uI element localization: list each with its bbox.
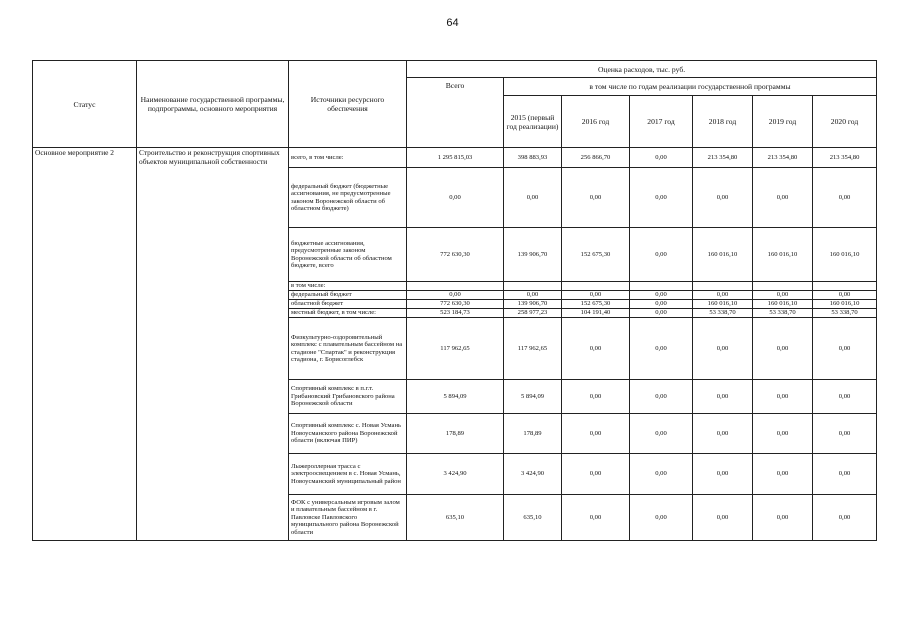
source-cell: бюджетные ассигнования, предусмотренные законом Воронежской области об областном бюджете, всего (289, 228, 407, 282)
value-cell (504, 282, 562, 291)
page-number: 64 (446, 17, 459, 29)
value-cell: 772 630,30 (407, 300, 504, 309)
value-cell: 0,00 (407, 168, 504, 228)
value-cell: 53 338,70 (753, 309, 813, 318)
value-cell: 0,00 (504, 291, 562, 300)
value-cell: 398 883,93 (504, 148, 562, 168)
value-cell: 152 675,30 (562, 228, 630, 282)
source-cell: ФОК с универсальным игровым залом и плавательным бассейном в г. Павловске Павловского муниципального района Воронежской области (289, 495, 407, 541)
header-year-2016: 2016 год (562, 96, 630, 148)
value-cell: 0,00 (562, 380, 630, 414)
source-cell: Физкультурно-оздоровительный комплекс с плавательным бассейном на стадионе "Спартак" и реконструкция стадиона, г. Борисоглебск (289, 318, 407, 380)
value-cell: 53 338,70 (693, 309, 753, 318)
value-cell: 139 906,70 (504, 228, 562, 282)
value-cell: 0,00 (813, 454, 877, 495)
value-cell: 0,00 (753, 168, 813, 228)
value-cell: 635,10 (504, 495, 562, 541)
value-cell: 0,00 (562, 291, 630, 300)
activity-status: Основное мероприятие 2 (33, 148, 137, 541)
value-cell: 213 354,80 (813, 148, 877, 168)
value-cell: 0,00 (693, 414, 753, 454)
value-cell: 117 962,65 (504, 318, 562, 380)
value-cell: 152 675,30 (562, 300, 630, 309)
value-cell: 0,00 (630, 495, 693, 541)
resource-table (32, 60, 877, 541)
header-sources: Источники ресурсного обеспечения (289, 61, 407, 148)
value-cell: 117 962,65 (407, 318, 504, 380)
value-cell: 0,00 (813, 380, 877, 414)
value-cell: 0,00 (630, 300, 693, 309)
value-cell: 0,00 (630, 454, 693, 495)
source-cell: Спортивный комплекс в п.г.т. Грибановский Грибановского района Воронежской области (289, 380, 407, 414)
value-cell: 0,00 (813, 495, 877, 541)
value-cell: 160 016,10 (813, 300, 877, 309)
activity-name: Строительство и реконструкция спортивных объектов муниципальной собственности (137, 148, 289, 541)
value-cell: 1 295 815,03 (407, 148, 504, 168)
value-cell (562, 282, 630, 291)
header-program-name: Наименование государственной программы, подпрограммы, основного мероприятия (137, 61, 289, 148)
value-cell: 139 906,70 (504, 300, 562, 309)
value-cell: 5 894,09 (504, 380, 562, 414)
value-cell (753, 282, 813, 291)
source-cell: в том числе: (289, 282, 407, 291)
value-cell: 5 894,09 (407, 380, 504, 414)
value-cell: 3 424,90 (407, 454, 504, 495)
value-cell: 0,00 (562, 414, 630, 454)
header-year-2017: 2017 год (630, 96, 693, 148)
source-cell: федеральный бюджет (бюджетные ассигнования, не предусмотренные законом Воронежской области об областном бюджете) (289, 168, 407, 228)
header-year-2015: 2015 (первый год реализации) (504, 96, 562, 148)
value-cell: 0,00 (813, 168, 877, 228)
value-cell: 53 338,70 (813, 309, 877, 318)
value-cell: 0,00 (562, 495, 630, 541)
value-cell: 0,00 (753, 380, 813, 414)
header-year-2018: 2018 год (693, 96, 753, 148)
value-cell: 0,00 (753, 291, 813, 300)
value-cell: 0,00 (630, 148, 693, 168)
value-cell: 0,00 (753, 414, 813, 454)
source-cell: всего, в том числе: (289, 148, 407, 168)
value-cell: 213 354,80 (753, 148, 813, 168)
value-cell: 523 184,73 (407, 309, 504, 318)
header-by-years: в том числе по годам реализации государственной программы (504, 78, 877, 96)
value-cell: 0,00 (630, 380, 693, 414)
source-cell: Лыжероллерная трасса с электроосвещением в с. Новая Усмань, Новоусманский муниципальный район (289, 454, 407, 495)
value-cell: 0,00 (630, 228, 693, 282)
source-cell: местный бюджет, в том числе: (289, 309, 407, 318)
header-year-2019: 2019 год (753, 96, 813, 148)
value-cell: 0,00 (813, 291, 877, 300)
value-cell: 258 977,23 (504, 309, 562, 318)
value-cell: 160 016,10 (813, 228, 877, 282)
value-cell: 0,00 (693, 495, 753, 541)
value-cell: 0,00 (693, 380, 753, 414)
value-cell (813, 282, 877, 291)
value-cell: 0,00 (562, 454, 630, 495)
source-cell: областной бюджет (289, 300, 407, 309)
value-cell: 0,00 (630, 168, 693, 228)
value-cell: 0,00 (813, 318, 877, 380)
value-cell: 160 016,10 (753, 228, 813, 282)
value-cell: 0,00 (753, 454, 813, 495)
value-cell: 0,00 (693, 318, 753, 380)
source-cell: Спортивный комплекс с. Новая Усмань Новоусманского района Воронежской области (включая ПИР) (289, 414, 407, 454)
value-cell: 0,00 (562, 168, 630, 228)
value-cell: 0,00 (753, 318, 813, 380)
value-cell: 3 424,90 (504, 454, 562, 495)
header-status: Статус (33, 61, 137, 148)
value-cell: 160 016,10 (693, 228, 753, 282)
value-cell (693, 282, 753, 291)
value-cell: 0,00 (562, 318, 630, 380)
value-cell: 772 630,30 (407, 228, 504, 282)
value-cell: 213 354,80 (693, 148, 753, 168)
value-cell: 0,00 (753, 495, 813, 541)
value-cell: 0,00 (693, 168, 753, 228)
value-cell: 635,10 (407, 495, 504, 541)
value-cell (630, 282, 693, 291)
value-cell: 160 016,10 (753, 300, 813, 309)
header-estimate: Оценка расходов, тыс. руб. (407, 61, 877, 78)
value-cell: 104 191,40 (562, 309, 630, 318)
value-cell: 0,00 (693, 454, 753, 495)
value-cell: 0,00 (630, 318, 693, 380)
value-cell: 0,00 (630, 309, 693, 318)
value-cell: 178,89 (504, 414, 562, 454)
header-year-2020: 2020 год (813, 96, 877, 148)
value-cell: 0,00 (630, 414, 693, 454)
value-cell: 0,00 (693, 291, 753, 300)
value-cell: 0,00 (407, 291, 504, 300)
value-cell: 256 866,70 (562, 148, 630, 168)
value-cell: 0,00 (630, 291, 693, 300)
table-row (33, 148, 877, 168)
value-cell: 0,00 (813, 414, 877, 454)
header-total: Всего (407, 78, 504, 148)
value-cell: 178,89 (407, 414, 504, 454)
header-row-1 (33, 61, 877, 78)
value-cell: 0,00 (504, 168, 562, 228)
value-cell (407, 282, 504, 291)
source-cell: федеральный бюджет (289, 291, 407, 300)
value-cell: 160 016,10 (693, 300, 753, 309)
